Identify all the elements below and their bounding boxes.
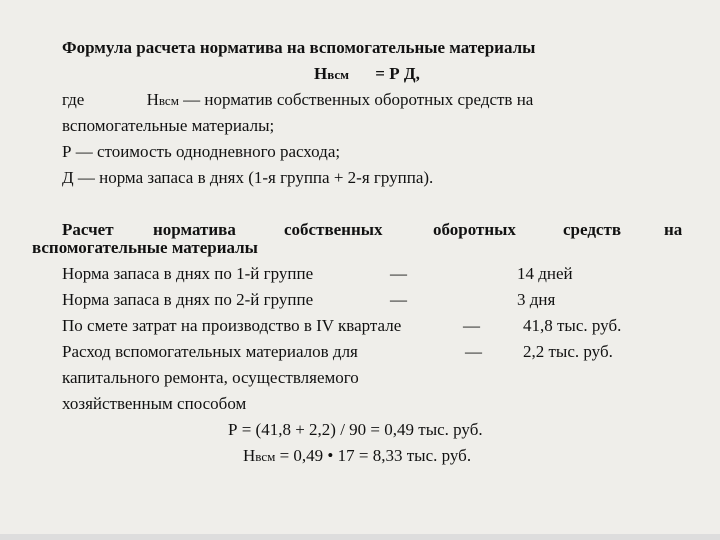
bottom-band [0,534,720,540]
calc-n-subscript: всм [255,449,276,464]
row-4-value: 2,2 тыс. руб. [523,342,613,361]
where-word: где [62,90,85,109]
row-2-label: Норма запаса в днях по 2-й группе [62,290,314,309]
row-3-dash: — [463,316,480,335]
d-definition: Д — норма запаса в днях (1-я группа + 2-я группа). [62,168,434,187]
calc-title-line2: вспомогательные материалы [32,238,258,257]
calc-title-word-2: норматива [153,220,236,239]
p-definition: Р — стоимость однодневного расхода; [62,142,341,161]
definition-continued: вспомогательные материалы; [62,116,275,135]
calc-title-word-1: Расчет [62,220,114,239]
definition-text: — норматив собственных оборотных средств на [183,90,534,109]
row-2-dash: — [390,290,407,309]
calc-title-word-5: средств [563,220,621,239]
calc-n [243,446,471,467]
row-2-value: 3 дня [517,290,556,309]
formula-line [314,64,420,85]
row-3-value: 41,8 тыс. руб. [523,316,622,335]
calc-n-rhs: = 0,49 • 17 = 8,33 тыс. руб. [279,446,472,465]
formula-rhs: = Р Д, [375,64,420,83]
definition-line [62,90,533,111]
row-1-label: Норма запаса в днях по 1-й группе [62,264,314,283]
calc-n-symbol: Н [243,446,256,465]
calc-title-word-4: оборотных [433,220,516,239]
row-1-value: 14 дней [517,264,573,283]
calc-title-word-6: на [664,220,683,239]
formula-title: Формула расчета норматива на вспомогательные материалы [62,38,536,57]
formula-subscript: всм [327,67,350,82]
calc-p: Р = (41,8 + 2,2) / 90 = 0,49 тыс. руб. [228,420,483,439]
row-4-continuation-2: хозяйственным способом [62,394,247,413]
row-1-dash: — [390,264,407,283]
row-4-dash: — [465,342,482,361]
row-3-label: По смете затрат на производство в IV квартале [62,316,402,335]
definition-symbol: Н [146,90,159,109]
calc-title-word-3: собственных [284,220,383,239]
definition-subscript: всм [158,93,179,108]
row-4-label: Расход вспомогательных материалов для [62,342,358,361]
row-4-continuation-1: капитального ремонта, осуществляемого [62,368,359,387]
formula-symbol: Н [314,64,328,83]
